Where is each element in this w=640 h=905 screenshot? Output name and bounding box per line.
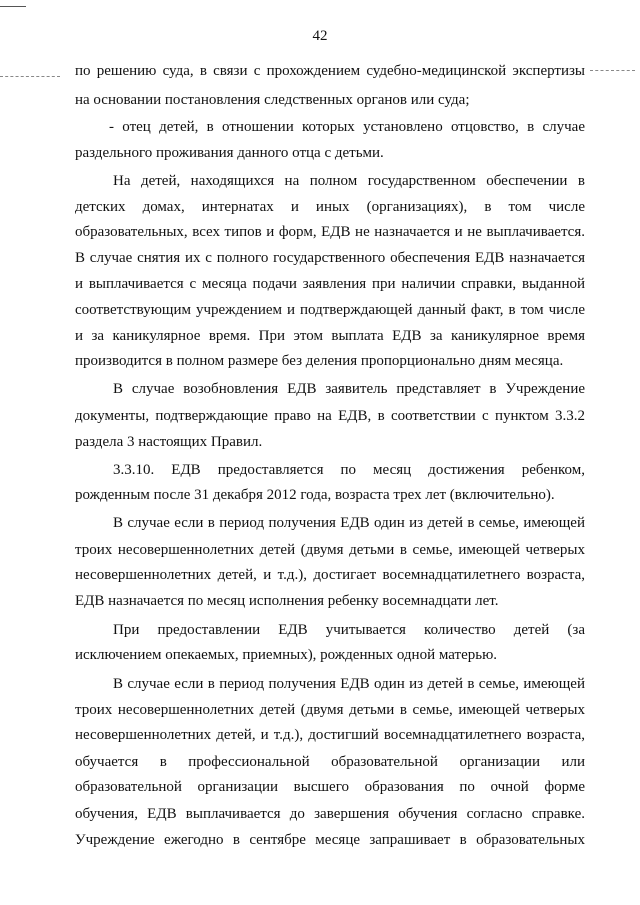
text-line: При предоставлении ЕДВ учитывается количество детей (за: [113, 622, 585, 638]
text-line: В случае если в период получения ЕДВ один из детей в семье, имеющей: [113, 676, 585, 692]
text-line: по решению суда, в связи с прохождением судебно-медицинской экспертизы: [75, 63, 585, 79]
text-line: ЕДВ назначается по месяц исполнения ребенку восемнадцати лет.: [75, 593, 499, 609]
text-line: В случае если в период получения ЕДВ один из детей в семье, имеющей: [113, 515, 585, 531]
text-line: Учреждение ежегодно в сентябре месяце запрашивает в образовательных: [75, 832, 585, 848]
text-line: несовершеннолетних детей, и т.д.), достигает восемнадцатилетнего возраста,: [75, 567, 585, 583]
scan-artifact-right: [590, 70, 635, 71]
scan-artifact-left: [0, 76, 60, 77]
text-line: и за каникулярное время. При этом выплата ЕДВ за каникулярное время: [75, 328, 585, 344]
text-line: производится в полном размере без деления пропорционально дням месяца.: [75, 353, 564, 369]
text-line: 3.3.10. ЕДВ предоставляется по месяц достижения ребенком,: [113, 462, 585, 478]
text-line: соответствующим учреждением и подтверждающей данный факт, в том числе: [75, 302, 585, 318]
text-line: - отец детей, в отношении которых установлено отцовство, в случае: [109, 119, 585, 135]
text-line: В случае возобновления ЕДВ заявитель представляет в Учреждение: [113, 381, 585, 397]
text-line: раздельного проживания данного отца с детьми.: [75, 145, 384, 161]
text-line: В случае снятия их с полного государственного обеспечения ЕДВ назначается: [75, 250, 585, 266]
text-line: несовершеннолетних детей, и т.д.), достигший восемнадцатилетнего возраста,: [75, 727, 585, 743]
text-line: документы, подтверждающие право на ЕДВ, в соответствии с пунктом 3.3.2: [75, 408, 585, 424]
text-line: образовательной организации высшего образования по очной форме: [75, 779, 585, 795]
scan-artifact-top: [0, 6, 26, 7]
text-line: детских домах, интернатах и иных (организациях), в том числе: [75, 199, 585, 215]
page-number: 42: [312, 28, 328, 44]
text-line: раздела 3 настоящих Правил.: [75, 434, 263, 450]
text-line: На детей, находящихся на полном государственном обеспечении в: [113, 173, 585, 189]
text-line: троих несовершеннолетних детей (двумя детьми в семье, имеющей четверых: [75, 702, 585, 718]
text-line: исключением опекаемых, приемных), рожденных одной матерью.: [75, 647, 498, 663]
text-line: образовательных, всех типов и форм, ЕДВ не назначается и не выплачивается.: [75, 224, 585, 240]
text-line: обучения, ЕДВ выплачивается до завершения обучения согласно справке.: [75, 806, 585, 822]
text-line: троих несовершеннолетних детей (двумя детьми в семье, имеющей четверых: [75, 542, 585, 558]
text-line: и выплачивается с месяца подачи заявления при наличии справки, выданной: [75, 276, 585, 292]
text-line: обучается в профессиональной образовательной организации или: [75, 754, 585, 770]
text-line: рожденным после 31 декабря 2012 года, возраста трех лет (включительно).: [75, 487, 555, 503]
text-line: на основании постановления следственных органов или суда;: [75, 92, 470, 108]
